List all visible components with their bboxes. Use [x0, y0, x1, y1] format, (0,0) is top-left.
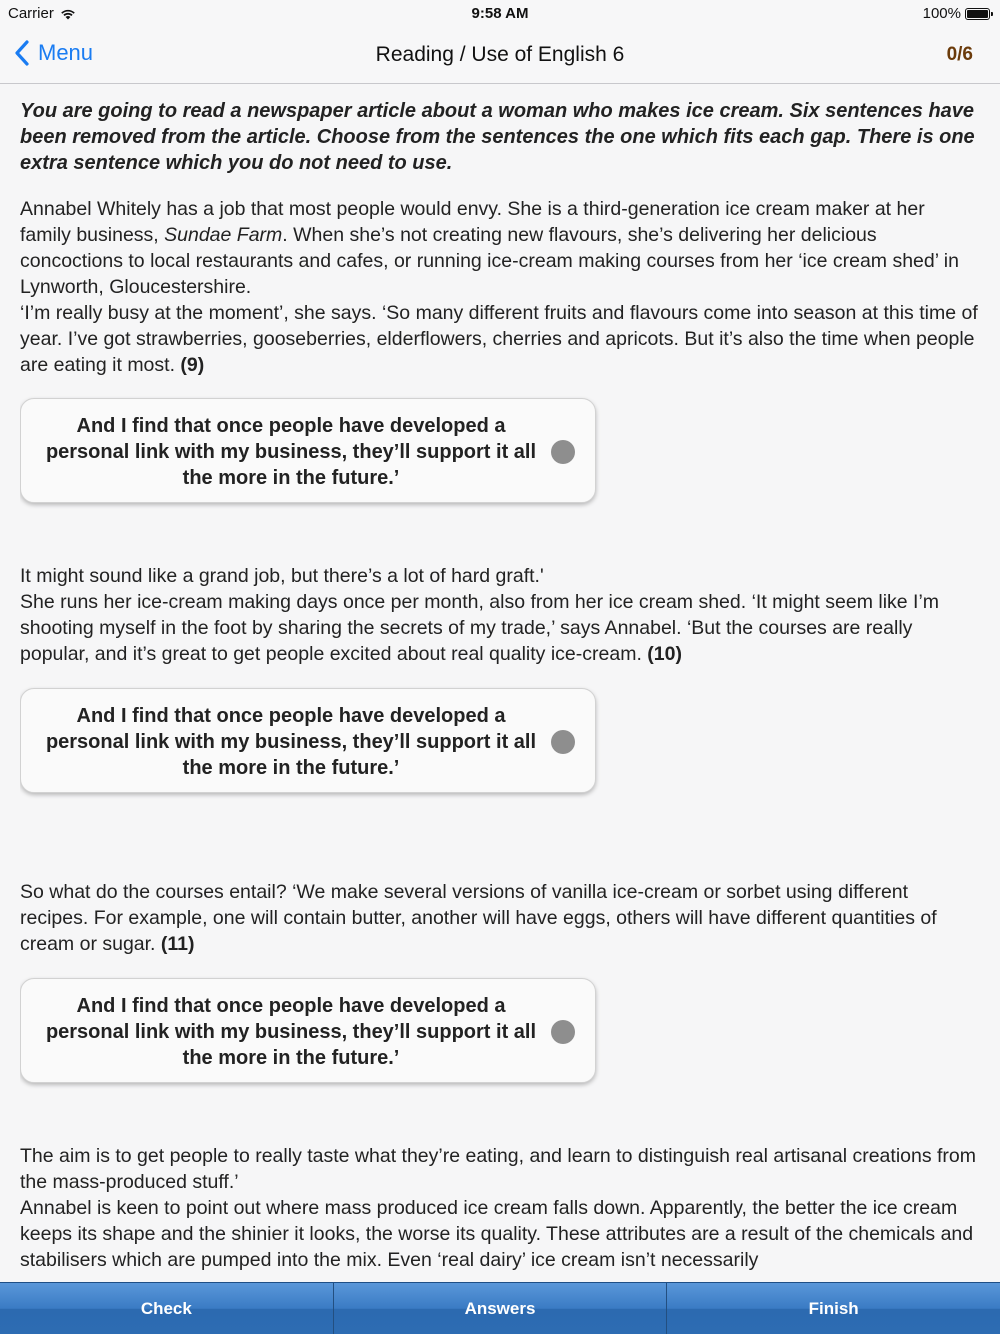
check-button[interactable]: Check [0, 1283, 334, 1334]
selection-indicator-icon [551, 730, 575, 754]
back-button-label: Menu [38, 40, 94, 65]
carrier-label: Carrier [8, 5, 54, 22]
article-paragraph-7: Annabel is keen to point out where mass produced ice cream falls down. Apparently, the better the ice cream keeps its shape and the shinier it looks, the worse its quality. These attributes are a result of the chemicals and stabilisers which are pumped into the mix. Even ‘real dairy’ ice cream isn’t necessarily [20, 1197, 974, 1271]
finish-button[interactable]: Finish [808, 1298, 859, 1318]
article-paragraph-3: It might sound like a grand job, but there’s a lot of hard graft.' [20, 565, 544, 587]
status-time: 9:58 AM [471, 5, 529, 22]
paragraph-text: . When she’s not creating new flavours, she’s delivering her delicious concoctions to local restaurants and cafes, or running ice-cream making courses from her ‘ice cream shed’ in Lynworth, Gloucestershire. [20, 224, 959, 298]
answer-text: And I find that once people have developed a personal link with my business, they’ll support it all the more in the future.’ [45, 415, 537, 489]
answer-text: And I find that once people have developed a personal link with my business, they’ll support it all the more in the future.’ [45, 705, 537, 779]
answer-card-gap-10[interactable] [20, 688, 596, 793]
paragraph-text: Annabel Whitely has a job that most people would envy. She is a third-generation ice cream maker at her family business, [20, 198, 925, 246]
gap-number-9: (9) [180, 354, 205, 376]
article-paragraph-4 [20, 589, 980, 667]
battery-icon [965, 8, 990, 20]
farm-name: Sundae Farm [164, 224, 283, 246]
paragraph-text: ‘I’m really busy at the moment’, she says. ‘So many different fruits and flavours come into season at this time of year. I’ve got strawberries, gooseberries, elderflowers, cherries and apricots. But it’s also the time when people are eating it most. [20, 302, 978, 376]
article-paragraph-1 [20, 196, 980, 300]
selection-indicator-icon [551, 1020, 575, 1044]
navigation-bar [0, 28, 1000, 84]
content-scroll-area[interactable] [20, 84, 980, 1282]
paragraph-text: She runs her ice-cream making days once per month, also from her ice cream shed. ‘It might seem like I’m shooting myself in the foot by sharing the secrets of my trade,’ says Annabel. ‘But the courses are really popular, and it’s great to get people excited about real quality ice-cream. [20, 591, 940, 665]
paragraph-text: So what do the courses entail? ‘We make several versions of vanilla ice-cream or sorbet using different recipes. For example, one will contain butter, another will have eggs, others will have different quantities of cream or sugar. [20, 881, 937, 955]
answer-text: And I find that once people have developed a personal link with my business, they’ll support it all the more in the future.’ [45, 995, 537, 1069]
article-paragraph-2 [20, 300, 980, 378]
instructions: You are going to read a newspaper article about a woman who makes ice cream. Six sentences have been removed from the article. Choose from the sentences the one which fits each gap. There is one extra sentence which you do not need to use. [20, 100, 975, 174]
gap-number-10: (10) [647, 643, 682, 665]
answer-card-gap-9[interactable] [20, 398, 596, 503]
gap-number-11: (11) [160, 933, 195, 955]
page-title: Reading / Use of English 6 [375, 43, 625, 66]
answer-card-gap-11[interactable] [20, 978, 596, 1083]
status-bar [0, 0, 1000, 28]
article-paragraph-5 [20, 879, 980, 957]
status-right [923, 5, 990, 22]
bottom-toolbar [0, 1282, 1000, 1334]
article-paragraph-6: The aim is to get people to really taste what they’re eating, and learn to distinguish real artisanal creations from the mass-produced stuff.’ [20, 1145, 977, 1193]
battery-percent: 100% [922, 5, 961, 22]
score-label: 0/6 [946, 44, 973, 65]
selection-indicator-icon [551, 440, 575, 464]
answers-button[interactable]: Answers [334, 1283, 668, 1334]
